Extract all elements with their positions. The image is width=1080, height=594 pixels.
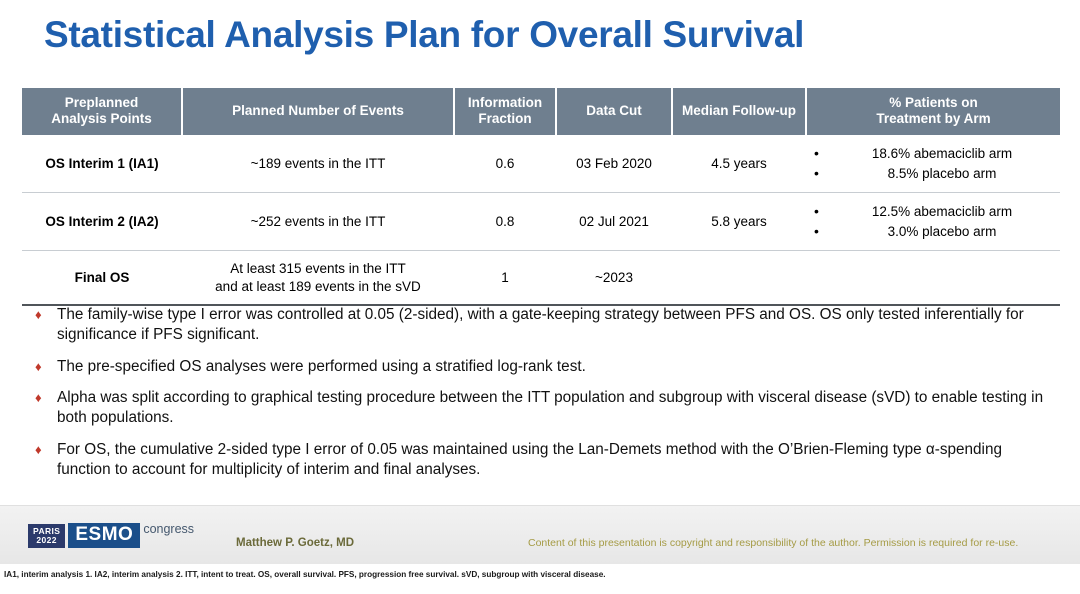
bullet-list xyxy=(26,305,1046,491)
header-line: Analysis Points xyxy=(51,111,152,127)
list-item: • 8.5% placebo arm xyxy=(826,164,1056,184)
congress-label: congress xyxy=(143,522,195,536)
header-line: % Patients on xyxy=(889,95,978,110)
diamond-bullet-icon: ♦ xyxy=(35,307,42,322)
logo-line: 2022 xyxy=(36,535,57,546)
column-header-median-followup xyxy=(672,88,806,135)
cell-data-cut: 03 Feb 2020 xyxy=(556,135,672,193)
cell-information-fraction: 0.8 xyxy=(454,193,556,251)
cell-patients-on-treatment xyxy=(806,135,1060,193)
table-row xyxy=(22,251,1060,306)
cell-planned-events xyxy=(182,193,454,251)
analysis-plan-table-wrapper xyxy=(22,88,1060,306)
bullet-item xyxy=(26,305,1046,346)
cell-median-followup: 4.5 years xyxy=(672,135,806,193)
cell-median-followup xyxy=(672,251,806,306)
header-line: Data Cut xyxy=(586,103,642,119)
cell-median-followup: 5.8 years xyxy=(672,193,806,251)
header-line: Information xyxy=(467,95,543,110)
column-header-information-fraction xyxy=(454,88,556,135)
header-line: Fraction xyxy=(478,111,532,127)
bullet-item xyxy=(26,357,1046,377)
column-header-patients-on-treatment xyxy=(806,88,1060,135)
cell-line: and at least 189 events in the sVD xyxy=(215,278,421,294)
bullet-text: For OS, the cumulative 2-sided type I error of 0.05 was maintained using the Lan-Demets method with the O’Brien-Fleming type α-spending function to account for multiplicity of interim and final analyses. xyxy=(57,440,1002,479)
cell-line: At least 315 events in the ITT xyxy=(230,261,406,277)
cell-information-fraction: 0.6 xyxy=(454,135,556,193)
cell-analysis-point: OS Interim 2 (IA2) xyxy=(22,193,182,251)
cell-analysis-point: Final OS xyxy=(22,251,182,306)
cell-planned-events xyxy=(182,135,454,193)
arm-list xyxy=(810,144,1056,183)
column-header-planned-events xyxy=(182,88,454,135)
bullet-text: Alpha was split according to graphical testing procedure between the ITT population and subgroup with visceral disease (sVD) to enable testing in both populations. xyxy=(57,389,1044,427)
logo-line: PARIS xyxy=(33,526,61,537)
table-row xyxy=(22,135,1060,193)
cell-line: ~252 events in the ITT xyxy=(250,213,386,229)
esmo-congress-logo xyxy=(28,522,194,548)
diamond-bullet-icon: ♦ xyxy=(35,390,42,406)
cell-data-cut: ~2023 xyxy=(556,251,672,306)
presenter-name: Matthew P. Goetz, MD xyxy=(236,537,354,549)
diamond-bullet-icon: ♦ xyxy=(35,441,42,457)
header-line: Treatment by Arm xyxy=(876,111,991,127)
list-item: • 12.5% abemaciclib arm xyxy=(826,202,1056,222)
cell-data-cut: 02 Jul 2021 xyxy=(556,193,672,251)
table-row xyxy=(22,193,1060,251)
header-line: Median Follow-up xyxy=(682,103,796,119)
cell-information-fraction: 1 xyxy=(454,251,556,306)
bullet-text: The pre-specified OS analyses were performed using a stratified log-rank test. xyxy=(57,357,586,375)
cell-analysis-point: OS Interim 1 (IA1) xyxy=(22,135,182,193)
list-item: • 18.6% abemaciclib arm xyxy=(826,144,1056,164)
bullet-item xyxy=(26,440,1046,481)
cell-line: ~189 events in the ITT xyxy=(250,155,386,171)
cell-patients-on-treatment xyxy=(806,251,1060,306)
bullet-text: The family-wise type I error was controlled at 0.05 (2-sided), with a gate-keeping strategy between PFS and OS. OS only tested inferentially for significance if PFS significant. xyxy=(57,306,1024,344)
cell-patients-on-treatment xyxy=(806,193,1060,251)
abbreviations-footnote: IA1, interim analysis 1. IA2, interim analysis 2. ITT, intent to treat. OS, overall survival. PFS, progression free survival. sVD, subgroup with visceral disease. xyxy=(4,570,606,579)
column-header-data-cut xyxy=(556,88,672,135)
cell-planned-events xyxy=(182,251,454,306)
bullet-item xyxy=(26,388,1046,429)
table-header-row xyxy=(22,88,1060,135)
page-title: Statistical Analysis Plan for Overall Survival xyxy=(44,14,805,55)
header-line: Planned Number of Events xyxy=(232,103,404,119)
diamond-bullet-icon: ♦ xyxy=(35,358,42,374)
footer-bottom-strip xyxy=(0,564,1080,594)
esmo-wordmark: ESMO xyxy=(68,523,140,548)
analysis-plan-table xyxy=(22,88,1060,306)
list-item: • 3.0% placebo arm xyxy=(826,222,1056,242)
paris-2022-logo xyxy=(28,524,65,548)
copyright-notice: Content of this presentation is copyright and responsibility of the author. Permission is required for re-use. xyxy=(528,537,1019,549)
arm-list xyxy=(810,202,1056,241)
header-line: Preplanned xyxy=(64,95,139,110)
column-header-analysis-points xyxy=(22,88,182,135)
